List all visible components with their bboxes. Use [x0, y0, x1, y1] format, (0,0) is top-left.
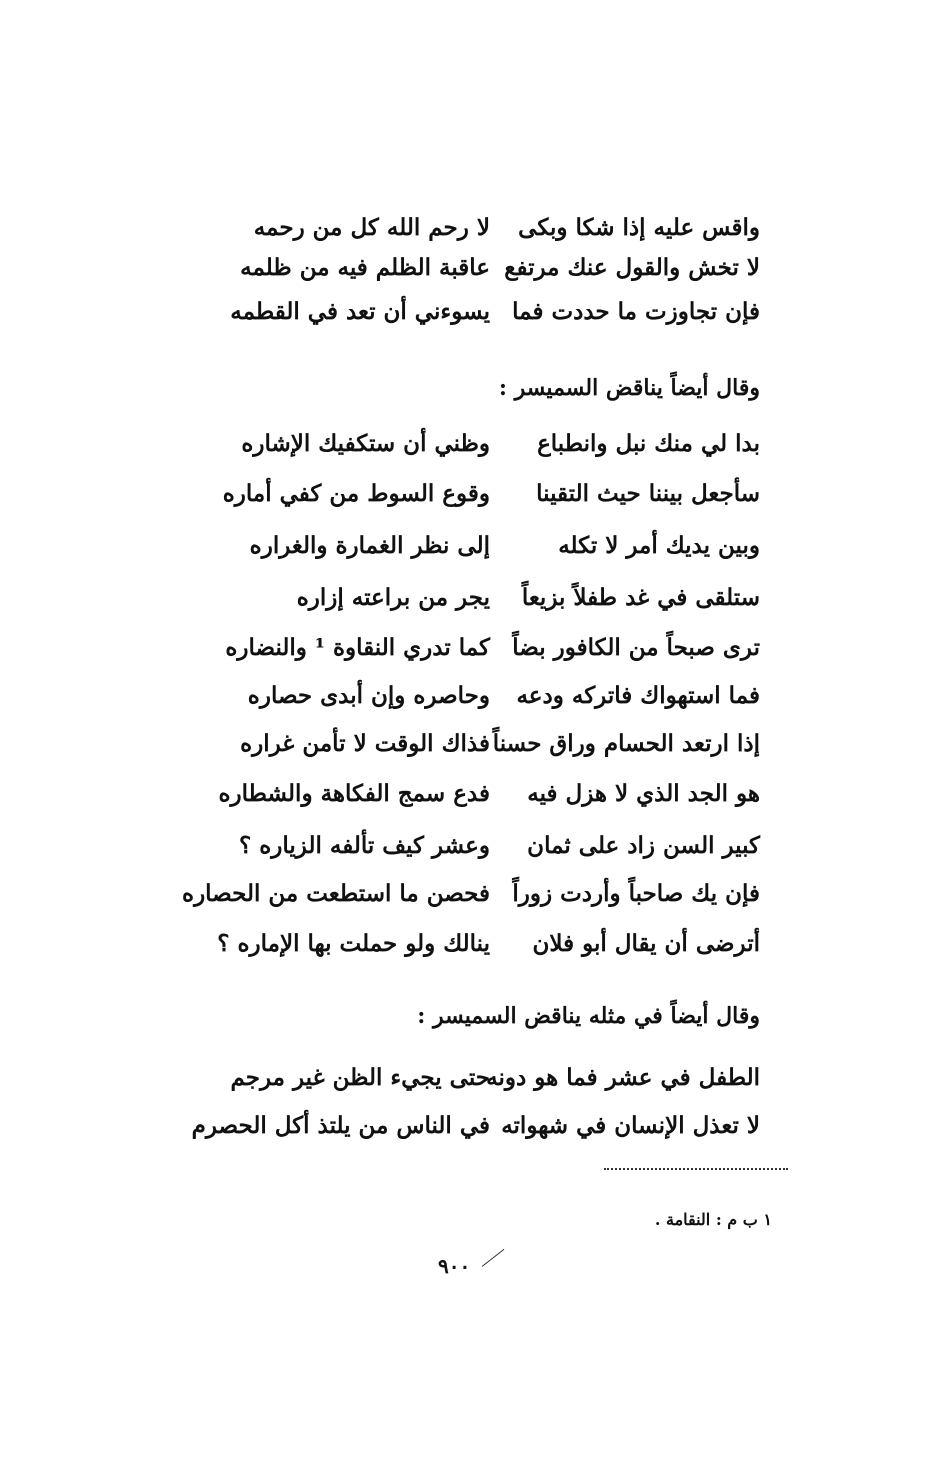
verse-line: [0, 874, 950, 914]
verse-line: [0, 628, 950, 668]
second-hemistich: لا رحم الله كل من رحمه: [253, 214, 490, 241]
verse-line: [0, 526, 950, 566]
poem-3-intro: وقال أيضاً في مثله يناقض السميسر :: [417, 1003, 760, 1029]
first-hemistich: فما استهواك فاتركه ودعه: [516, 682, 760, 709]
page-number-area: [430, 1250, 530, 1290]
second-hemistich: يسوءني أن تعد في القطمه: [230, 298, 490, 325]
second-hemistich: في الناس من يلتذ أكل الحصرم: [191, 1112, 490, 1139]
slash-mark: [482, 1249, 505, 1267]
second-hemistich: وظني أن ستكفيك الإشاره: [241, 430, 490, 457]
first-hemistich: الطفل في عشر فما هو دونه: [486, 1064, 760, 1091]
first-hemistich: لا تخش والقول عنك مرتفع: [504, 254, 760, 281]
first-hemistich: ترى صبحاً من الكافور بضاً: [512, 634, 760, 661]
first-hemistich: كبير السن زاد على ثمان: [527, 832, 760, 859]
second-hemistich: فحصن ما استطعت من الحصاره: [182, 880, 490, 907]
second-hemistich: حتى يجيء الظن غير مرجم: [230, 1064, 490, 1091]
first-hemistich: فإن يك صاحباً وأردت زوراً: [512, 880, 760, 907]
verse-line: [0, 474, 950, 514]
verse-line: [0, 1106, 950, 1146]
poem-2-intro: وقال أيضاً يناقض السميسر :: [498, 375, 760, 401]
second-hemistich: فذاك الوقت لا تأمن غراره: [240, 730, 490, 757]
verse-line: [0, 424, 950, 464]
footnote-divider: [604, 1168, 788, 1170]
page-number: ٩٠٠: [438, 1254, 471, 1278]
verse-line: [0, 578, 950, 618]
second-hemistich: عاقبة الظلم فيه من ظلمه: [240, 254, 490, 281]
first-hemistich: هو الجد الذي لا هزل فيه: [527, 780, 760, 807]
first-hemistich: وبين يديك أمر لا تكله: [558, 532, 760, 559]
verse-line: [0, 292, 950, 332]
first-hemistich: فإن تجاوزت ما حددت فما: [512, 298, 760, 325]
first-hemistich: لا تعذل الإنسان في شهواته: [501, 1112, 760, 1139]
verse-line: [0, 826, 950, 866]
second-hemistich: إلى نظر الغمارة والغراره: [249, 532, 490, 559]
first-hemistich: ستلقى في غد طفلاً بزيعاً: [521, 584, 760, 611]
second-hemistich: ينالك ولو حملت بها الإماره ؟: [217, 930, 490, 957]
verse-line: [0, 248, 950, 288]
second-hemistich: يجر من براعته إزاره: [296, 584, 490, 611]
first-hemistich: أترضى أن يقال أبو فلان: [532, 930, 760, 957]
first-hemistich: إذا ارتعد الحسام وراق حسناً: [492, 730, 760, 757]
second-hemistich: وعشر كيف تألفه الزياره ؟: [238, 832, 490, 859]
first-hemistich: بدا لي منك نبل وانطباع: [537, 430, 760, 457]
first-hemistich: سأجعل بيننا حيث التقينا: [536, 480, 760, 507]
verse-line: [0, 1058, 950, 1098]
first-hemistich: واقس عليه إذا شكا وبكى: [518, 214, 760, 241]
second-hemistich: وحاصره وإن أبدى حصاره: [247, 682, 490, 709]
verse-line: [0, 676, 950, 716]
footnote: ١ ب م : النقامة .: [654, 1210, 772, 1229]
second-hemistich: وقوع السوط من كفي أماره: [222, 480, 490, 507]
verse-line: [0, 924, 950, 964]
verse-line: [0, 774, 950, 814]
second-hemistich: فدع سمج الفكاهة والشطاره: [218, 780, 490, 807]
verse-line: [0, 724, 950, 764]
second-hemistich: كما تدري النقاوة ¹ والنضاره: [225, 634, 490, 661]
verse-line: [0, 208, 950, 248]
